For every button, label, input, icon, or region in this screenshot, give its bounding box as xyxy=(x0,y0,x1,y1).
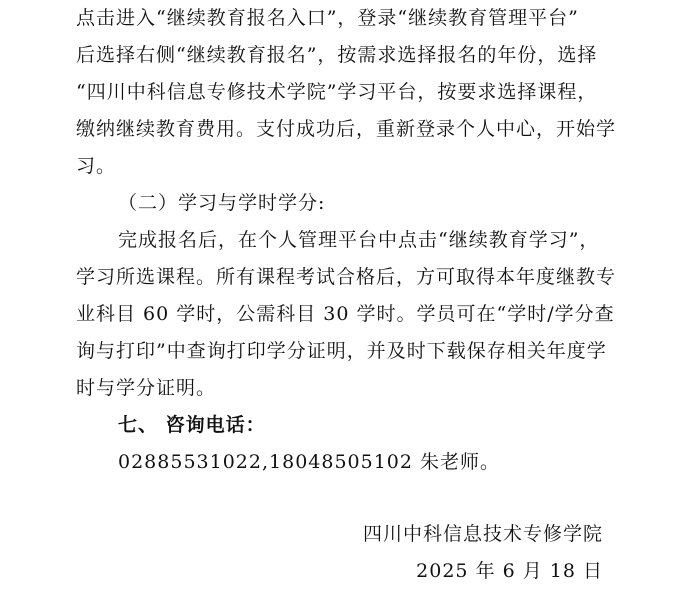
paragraph-line: 询与打印”中查询打印学分证明，并及时下载保存相关年度学 xyxy=(76,340,607,362)
paragraph-line: 完成报名后，在个人管理平台中点击“继续教育学习”， xyxy=(118,229,600,251)
signature-organization: 四川中科信息技术专修学院 xyxy=(362,523,603,545)
section-heading-study-credits: （二）学习与学时学分: xyxy=(118,192,326,214)
paragraph-line: 点击进入“继续教育报名入口”，登录“继续教育管理平台” xyxy=(76,7,579,29)
signature-date: 2025 年 6 月 18 日 xyxy=(416,560,603,582)
paragraph-line: 缴纳继续教育费用。支付成功后，重新登录个人中心，开始学 xyxy=(76,118,617,140)
contact-phone-numbers: 02885531022,18048505102 朱老师。 xyxy=(118,451,501,473)
section-heading-contact: 七、 咨询电话： xyxy=(118,414,266,436)
paragraph-line: 时与学分证明。 xyxy=(76,377,217,399)
paragraph-line: 后选择右侧“继续教育报名”，按需求选择报名的年份，选择 xyxy=(76,44,598,66)
paragraph-line: “四川中科信息专修技术学院”学习平台，按要求选择课程， xyxy=(76,81,598,103)
paragraph-line: 学习所选课程。所有课程考试合格后，方可取得本年度继教专 xyxy=(76,266,617,288)
paragraph-line: 习。 xyxy=(76,155,117,177)
paragraph-line: 业科目 60 学时，公需科目 30 学时。学员可在“学时/学分查 xyxy=(76,303,615,325)
